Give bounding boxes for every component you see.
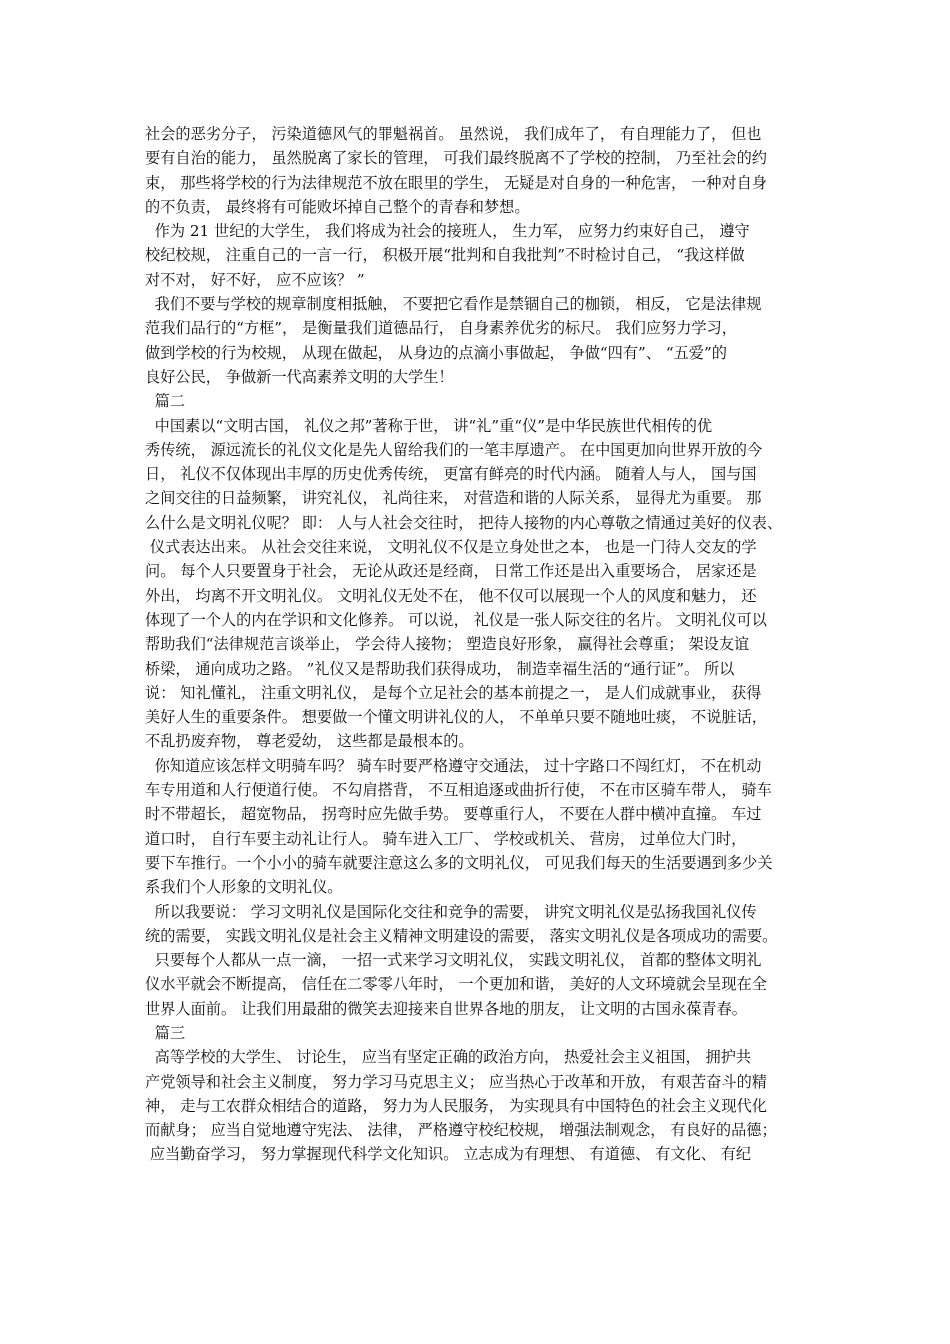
text-line: 只要每个人都从一点一滴， 一招一式来学习文明礼仪， 实践文明礼仪， 首都的整体文明礼 [145, 951, 762, 970]
text-line: 美好人生的重要条件。 想要做一个懂文明讲礼仪的人， 不单单只要不随地吐痰， 不说脏话， [145, 708, 767, 727]
text-line: 束， 那些将学校的行为法律规范不放在眼里的学生， 无疑是对自身的一种危害， 一种对自身 [145, 173, 767, 192]
text-line: 统的需要， 实践文明礼仪是社会主义精神文明建设的需要， 落实文明礼仪是各项成功的需要。 [145, 926, 778, 945]
text-line: 我们不要与学校的规章制度相抵触， 不要把它看作是禁锢自己的枷锁， 相反， 它是法律规 [145, 295, 762, 314]
text-line: 要下车推行。一个小小的骑车就要注意这么多的文明礼仪， 可见我们每天的生活要遇到多少关 [145, 853, 773, 872]
text-line: 外出， 均离不开文明礼仪。 文明礼仪无处不在， 他不仅可以展现一个人的风度和魅力， 还 [145, 586, 757, 605]
text-line: 而献身； 应当自觉地遵守宪法、 法律， 严格遵守校纪校规， 增强法制观念， 有良好的品德； [145, 1121, 777, 1140]
text-line: 秀传统， 源远流长的礼仪文化是先人留给我们的一笔丰厚遗产。 在中国更加向世界开放的今 [145, 440, 763, 459]
text-line: 良好公民， 争做新一代高素养文明的大学生！ [145, 367, 454, 386]
text-line: 篇二 [145, 392, 186, 411]
text-line: 仪式表达出来。 从社会交往来说， 文明礼仪不仅是立身处世之本， 也是一门待人交友的学 [145, 538, 757, 557]
text-line: 说： 知礼懂礼， 注重文明礼仪， 是每个立足社会的基本前提之一， 是人们成就事业， 获得 [145, 683, 762, 702]
text-line: 之间交往的日益频繁， 讲究礼仪， 礼尚往来， 对营造和谐的人际关系， 显得尤为重要。 那 [145, 489, 762, 508]
text-line: 世界人面前。 让我们用最甜的微笑去迎接来自世界各地的朋友， 让文明的古国永葆青春。 [145, 999, 747, 1018]
text-line: 社会的恶劣分子， 污染道德风气的罪魁祸首。 虽然说， 我们成年了， 有自理能力了， 但也 [145, 125, 762, 143]
text-line: 的不负责， 最终将有可能败坏掉自己整个的青春和梦想。 [145, 197, 530, 216]
text-line: 你知道应该怎样文明骑车吗？ 骑车时要严格遵守交通法， 过十字路口不闯红灯， 不在机动 [145, 756, 762, 775]
text-line: 仪水平就会不断提高， 信任在二零零八年时， 一个更加和谐， 美好的人文环境就会呈现在全 [145, 975, 767, 994]
document-body [145, 122, 815, 1167]
text-line: 产党领导和社会主义制度， 努力学习马克思主义； 应当热心于改革和开放， 有艰苦奋斗的精 [145, 1072, 767, 1091]
text-line: 问。 每个人只要置身于社会， 无论从政还是经商， 日常工作还是出入重要场合， 居家还是 [145, 562, 757, 581]
text-line: 系我们个人形象的文明礼仪。 [145, 878, 343, 897]
text-line: 时不带超长， 超宽物品， 拐弯时应先做手势。 要尊重行人， 不要在人群中横冲直撞。 车过 [145, 805, 762, 824]
text-line: 对不对， 好不好， 应不应该？ ” [145, 270, 365, 289]
text-line: 应当勤奋学习， 努力掌握现代科学文化知识。 立志成为有理想、 有道德、 有文化、 有纪 [145, 1145, 752, 1164]
text-line: 车专用道和人行便道行使。 不勾肩搭背， 不互相追逐或曲折行使， 不在市区骑车带人， 骑车 [145, 781, 772, 800]
text-line: 神， 走与工农群众相结合的道路， 努力为人民服务， 为实现具有中国特色的社会主义现代化 [145, 1096, 767, 1115]
text-line: 作为 21 世纪的大学生， 我们将成为社会的接班人， 生力军， 应努力约束好自己， 遵守 [145, 222, 750, 241]
text-line: 篇三 [145, 1023, 186, 1042]
text-line: 体现了一个人的内在学识和文化修养。 可以说， 礼仪是一张人际交往的名片。 文明礼仪可以 [145, 610, 767, 629]
text-line: 桥梁， 通向成功之路。 ”礼仪又是帮助我们获得成功， 制造幸福生活的“通行证”。 所以 [145, 659, 735, 678]
text-line: 道口时， 自行车要主动礼让行人。 骑车进入工厂、 学校或机关、 营房， 过单位大门时， [145, 829, 747, 848]
text-line: 么什么是文明礼仪呢？ 即： 人与人社会交往时， 把待人接物的内心尊敬之情通过美好的仪表、 [145, 513, 783, 532]
text-line: 范我们品行的“方框”， 是衡量我们道德品行， 自身素养优劣的标尺。 我们应努力学习， [145, 319, 737, 338]
text-line: 中国素以“文明古国， 礼仪之邦”著称于世， 讲“礼”重“仪”是中华民族世代相传的优 [145, 416, 713, 435]
text-line: 要有自治的能力， 虽然脱离了家长的管理， 可我们最终脱离不了学校的控制， 乃至社会的约 [145, 149, 767, 168]
text-line: 高等学校的大学生、 讨论生， 应当有坚定正确的政治方向， 热爱社会主义祖国， 拥护共 [145, 1048, 752, 1067]
text-line: 所以我要说： 学习文明礼仪是国际化交往和竞争的需要， 讲究文明礼仪是弘扬我国礼仪传 [145, 902, 757, 921]
text-line: 做到学校的行为校规， 从现在做起， 从身边的点滴小事做起， 争做“四有”、 “五爱”的 [145, 343, 727, 362]
text-line: 日， 礼仪不仅体现出丰厚的历史优秀传统， 更富有鲜亮的时代内涵。 随着人与人， 国与国 [145, 465, 757, 484]
text-line: 校纪校规， 注重自己的一言一行， 积极开展“批判和自我批判”不时检讨自己， “我这样做 [145, 246, 745, 265]
text-line: 帮助我们“法律规范言谈举止， 学会待人接物； 塑造良好形象， 赢得社会尊重； 架设友谊 [145, 635, 750, 654]
text-line: 不乱扔废弃物， 尊老爱幼， 这些都是最根本的。 [145, 732, 474, 751]
